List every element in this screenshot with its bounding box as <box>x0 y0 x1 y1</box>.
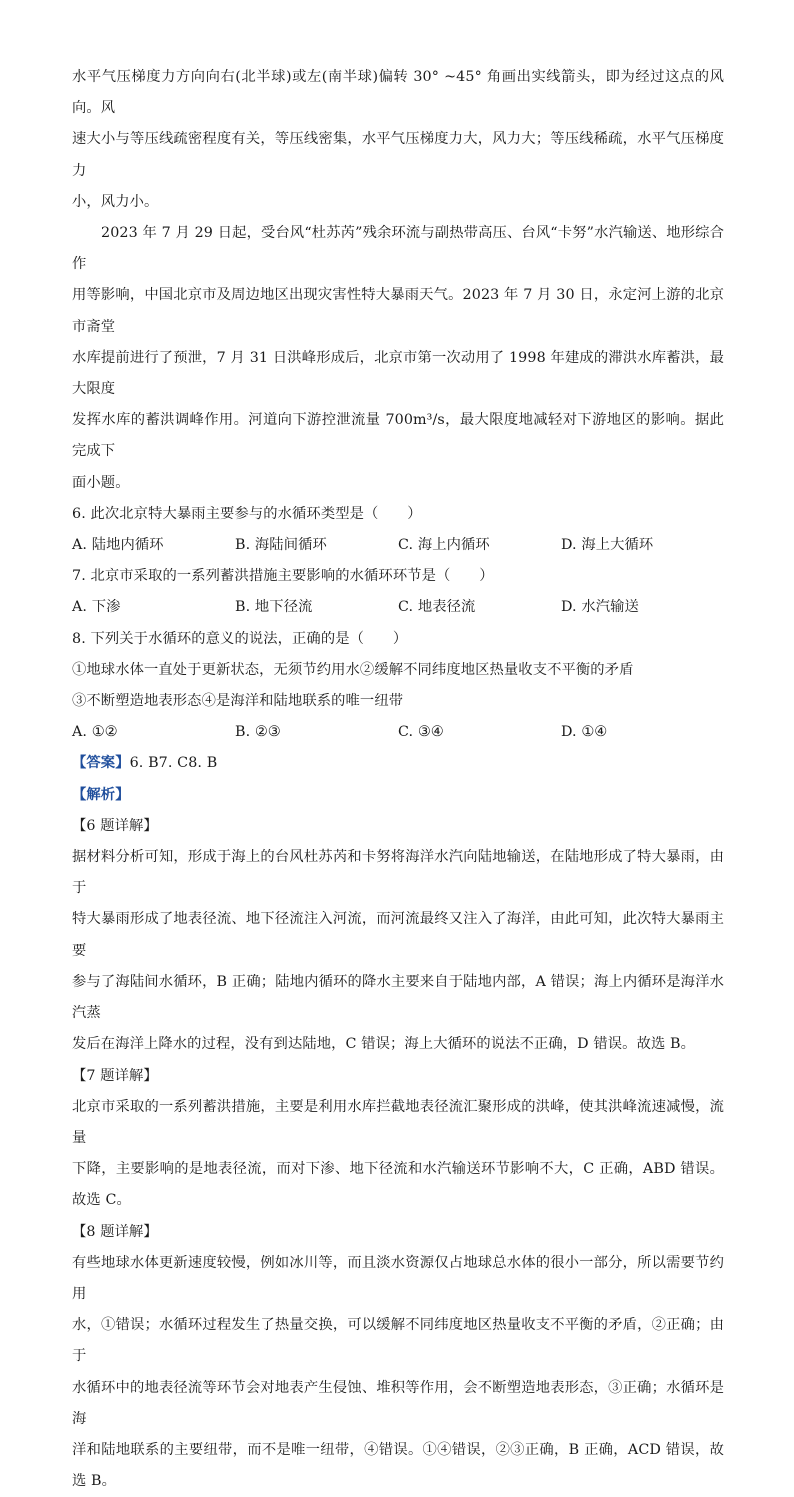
option-c: C. ③④ <box>398 724 444 741</box>
detail-7 <box>72 1061 724 1217</box>
text-line: 水，①错误；水循环过程发生了热量交换，可以缓解不同纬度地区热量收支不平衡的矛盾，②正确；由于 <box>72 1317 724 1365</box>
option-c: C. 地表径流 <box>398 599 476 616</box>
question-6 <box>72 499 724 561</box>
option-row <box>72 717 724 748</box>
answer-text: 6. B7. C8. B <box>129 755 218 772</box>
option-b: B. 地下径流 <box>235 599 313 616</box>
option-d: D. 海上大循环 <box>561 537 654 554</box>
statement-line: ③不断塑造地表形态④是海洋和陆地联系的唯一纽带 <box>72 693 404 710</box>
answer-label: 【答案】 <box>72 755 130 772</box>
option-row <box>72 530 724 561</box>
question-8 <box>72 624 724 749</box>
option-b: B. ②③ <box>235 724 281 741</box>
text-line: 水循环中的地表径流等环节会对地表产生侵蚀、堆积等作用，会不断塑造地表形态，③正确；水循环是海 <box>72 1379 724 1427</box>
detail-heading: 【6 题详解】 <box>72 817 158 834</box>
material-paragraph <box>72 218 724 499</box>
detail-heading: 【7 题详解】 <box>72 1067 158 1084</box>
question-stem: 7. 北京市采取的一系列蓄洪措施主要影响的水循环环节是（ ） <box>72 568 494 585</box>
option-a: A. ①② <box>72 724 118 741</box>
text-line: 小，风力小。 <box>72 193 159 210</box>
text-line: 水平气压梯度力方向向右(北半球)或左(南半球)偏转 30° ~45° 角画出实线箭头，即为经过这点的风向。风 <box>72 69 724 117</box>
text-line: 2023 年 7 月 29 日起，受台风“杜苏芮”残余环流与副热带高压、台风“卡努”水汽输送、地形综合作 <box>72 225 724 273</box>
option-d: D. ①④ <box>561 724 608 741</box>
text-line: 发后在海洋上降水的过程，没有到达陆地，C 错误；海上大循环的说法不正确，D 错误。故选 B。 <box>72 1036 696 1053</box>
detail-8 <box>72 1217 724 1497</box>
option-row <box>72 592 724 623</box>
text-line: 水库提前进行了预泄，7 月 31 日洪峰形成后，北京市第一次动用了 1998 年建成的滞洪水库蓄洪，最大限度 <box>72 349 724 398</box>
text-line: 据材料分析可知，形成于海上的台风杜苏芮和卡努将海洋水汽向陆地输送，在陆地形成了特大暴雨，由于 <box>72 849 724 897</box>
text-line: 下降，主要影响的是地表径流，而对下渗、地下径流和水汽输送环节影响不大，C 正确，ABD 错误。故选 C。 <box>72 1161 724 1209</box>
detail-heading: 【8 题详解】 <box>72 1223 158 1240</box>
text-line: 特大暴雨形成了地表径流、地下径流注入河流，而河流最终又注入了海洋，由此可知，此次特大暴雨主要 <box>72 911 724 959</box>
detail-6 <box>72 811 724 1061</box>
text-line: 发挥水库的蓄洪调峰作用。河道向下游控泄流量 700m³/s，最大限度地减轻对下游地区的影响。据此完成下 <box>72 412 724 460</box>
text-line: 速大小与等压线疏密程度有关，等压线密集，水平气压梯度力大，风力大；等压线稀疏，水平气压梯度力 <box>72 131 724 179</box>
option-d: D. 水汽输送 <box>561 599 639 616</box>
intro-paragraph <box>72 62 724 218</box>
option-b: B. 海陆间循环 <box>235 537 327 554</box>
answer-line <box>72 748 724 779</box>
text-line: 洋和陆地联系的主要纽带，而不是唯一纽带，④错误。①④错误，②③正确，B 正确，ACD 错误，故选 B。 <box>72 1441 724 1490</box>
text-line: 用等影响，中国北京市及周边地区出现灾害性特大暴雨天气。2023 年 7 月 30 日，永定河上游的北京市斋堂 <box>72 287 724 335</box>
analysis-label: 【解析】 <box>72 786 130 803</box>
text-line: 有些地球水体更新速度较慢，例如冰川等，而且淡水资源仅占地球总水体的很小一部分，所以需要节约用 <box>72 1254 724 1302</box>
text-line: 参与了海陆间水循环，B 正确；陆地内循环的降水主要来自于陆地内部，A 错误；海上内循环是海洋水汽蒸 <box>72 973 724 1022</box>
question-stem: 6. 此次北京特大暴雨主要参与的水循环类型是（ ） <box>72 505 422 522</box>
text-line: 面小题。 <box>72 474 130 491</box>
option-c: C. 海上内循环 <box>398 537 490 554</box>
document-page <box>72 62 724 1497</box>
option-a: A. 陆地内循环 <box>72 537 164 554</box>
option-a: A. 下渗 <box>72 599 121 616</box>
question-stem: 8. 下列关于水循环的意义的说法，正确的是（ ） <box>72 630 408 647</box>
statement-line: ①地球水体一直处于更新状态，无须节约用水②缓解不同纬度地区热量收支不平衡的矛盾 <box>72 661 634 678</box>
question-7 <box>72 561 724 623</box>
text-line: 北京市采取的一系列蓄洪措施，主要是利用水库拦截地表径流汇聚形成的洪峰，使其洪峰流速减慢，流量 <box>72 1098 724 1146</box>
